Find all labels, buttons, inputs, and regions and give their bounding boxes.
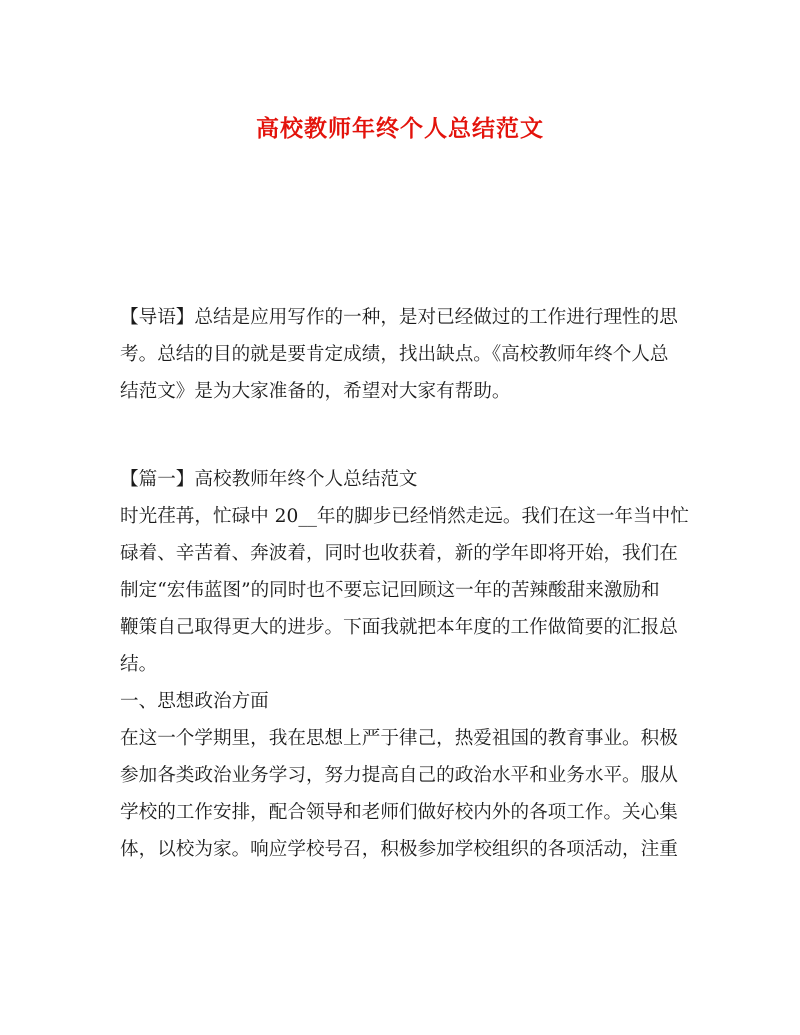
intro-line: 结范文》是为大家准备的，希望对大家有帮助。 (120, 381, 511, 402)
intro-line: 考。总结的目的就是要肯定成绩，找出缺点。《高校教师年终个人总 (120, 344, 669, 365)
intro-paragraph (120, 299, 680, 410)
subsection-heading: 一、思想政治方面 (120, 691, 269, 712)
body-line: 参加各类政治业务学习，努力提高自己的政治水平和业务水平。服从 (120, 765, 678, 786)
body-line: 制定“宏伟蓝图”的同时也不要忘记回顾这一年的苦辣酸甜来激励和 (120, 580, 660, 601)
body-line: 时光荏苒，忙碌中 20__年的脚步已经悄然走远。我们在这一年当中忙 (120, 506, 689, 527)
document-title: 高校教师年终个人总结范文 (256, 115, 544, 142)
body-line: 鞭策自己取得更大的进步。下面我就把本年度的工作做简要的汇报总 (120, 617, 678, 638)
section-heading: 【篇一】高校教师年终个人总结范文 (120, 469, 418, 490)
intro-line: 【导语】总结是应用写作的一种，是对已经做过的工作进行理性的思 (120, 307, 678, 328)
section-one (120, 461, 689, 868)
body-line: 体，以校为家。响应学校号召，积极参加学校组织的各项活动，注重 (120, 839, 678, 860)
body-line: 在这一个学期里，我在思想上严于律己，热爱祖国的教育事业。积极 (120, 728, 678, 749)
body-line: 碌着、辛苦着、奔波着，同时也收获着，新的学年即将开始，我们在 (120, 543, 678, 564)
body-line: 结。 (120, 654, 158, 675)
body-line: 学校的工作安排，配合领导和老师们做好校内外的各项工作。关心集 (120, 802, 678, 823)
